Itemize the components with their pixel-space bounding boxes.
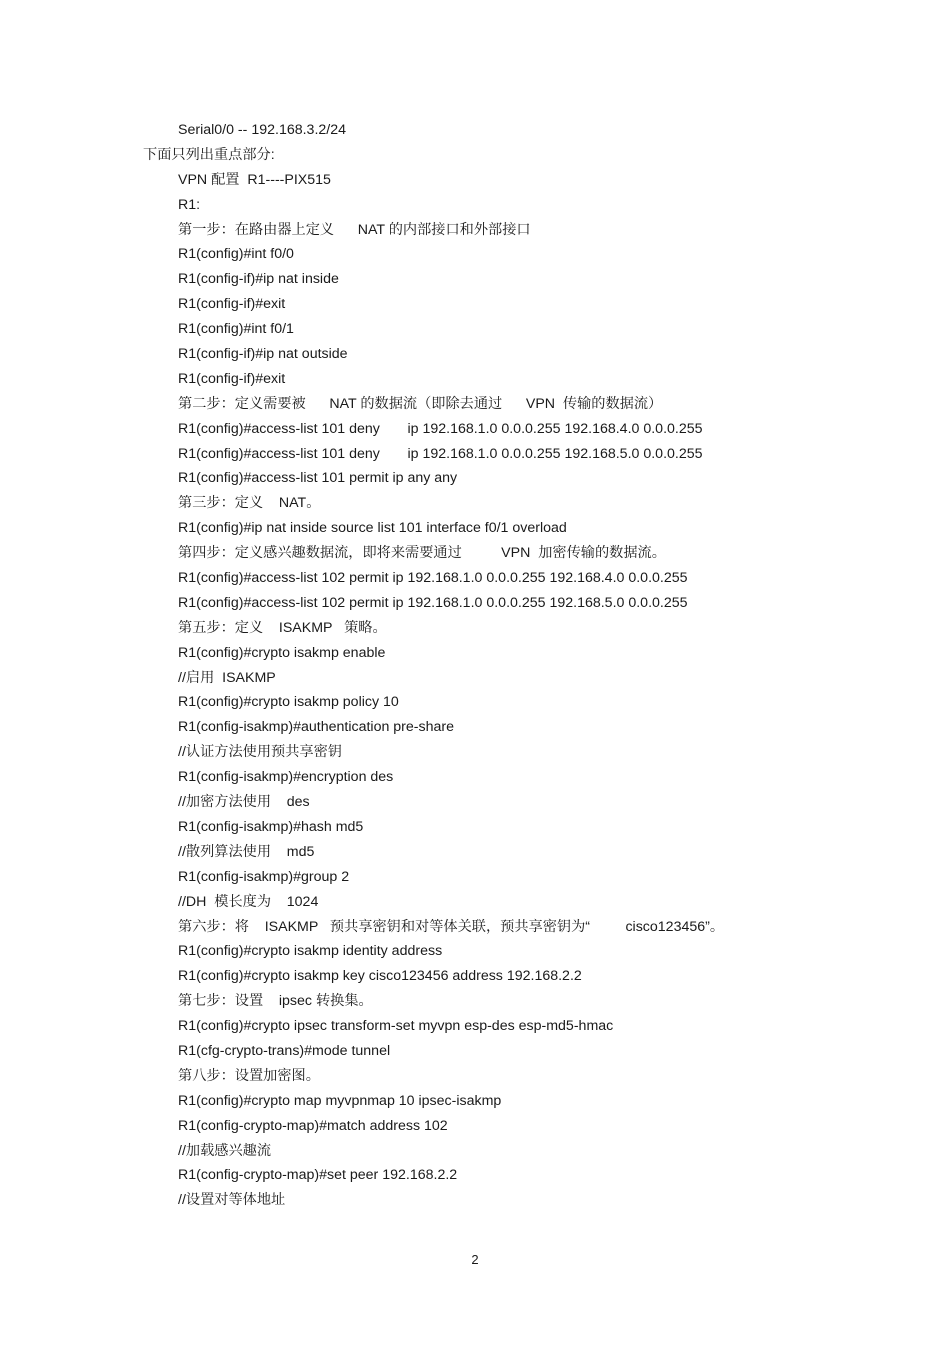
text-line: R1(config)#access-list 101 deny ip 192.168.1.0 0.0.0.255 192.168.5.0 0.0.0.255 — [178, 445, 703, 462]
text-line: R1(config)#crypto isakmp key cisco123456 address 192.168.2.2 — [178, 968, 582, 985]
text-line: VPN 配置 R1----PIX515 — [178, 171, 331, 188]
text-line: R1(config-if)#ip nat outside — [178, 346, 348, 363]
text-line: R1(config-if)#exit — [178, 370, 286, 387]
text-line: R1(config)#crypto isakmp policy 10 — [178, 694, 399, 711]
text-line: R1(config)#ip nat inside source list 101 interface f0/1 overload — [178, 520, 567, 537]
text-line: 第一步：在路由器上定义 NAT 的内部接口和外部接口 — [178, 221, 531, 238]
text-line: R1: — [178, 196, 201, 213]
text-line: 第二步：定义需要被 NAT 的数据流（即除去通过 VPN 传输的数据流） — [178, 395, 663, 412]
text-line: 第七步：设置 ipsec 转换集。 — [178, 993, 373, 1010]
text-line: R1(config-if)#ip nat inside — [178, 271, 339, 288]
text-line: R1(config)#crypto isakmp enable — [178, 644, 386, 661]
text-line: //加载感兴趣流 — [178, 1142, 272, 1159]
text-line: 第四步：定义感兴趣数据流，即将来需要通过 VPN 加密传输的数据流。 — [178, 545, 666, 562]
document-body — [0, 118, 950, 1213]
text-line: R1(config)#int f0/0 — [178, 246, 294, 263]
text-line: //设置对等体地址 — [178, 1192, 286, 1209]
text-line: R1(config)#access-list 101 permit ip any any — [178, 470, 458, 487]
text-line: Serial0/0 -- 192.168.3.2/24 — [178, 122, 346, 138]
text-line: R1(config-isakmp)#group 2 — [178, 868, 350, 885]
text-line: //认证方法使用预共享密钥 — [178, 744, 342, 761]
text-line: R1(config)#access-list 102 permit ip 192.168.1.0 0.0.0.255 192.168.4.0 0.0.0.255 — [178, 570, 688, 587]
text-line: R1(config)#int f0/1 — [178, 321, 294, 338]
text-line: R1(config-isakmp)#authentication pre-share — [178, 719, 455, 736]
text-line: R1(config-isakmp)#encryption des — [178, 769, 394, 786]
page-number: 2 — [471, 1252, 479, 1267]
text-line: R1(config)#access-list 101 deny ip 192.168.1.0 0.0.0.255 192.168.4.0 0.0.0.255 — [178, 420, 703, 437]
text-line: R1(config-crypto-map)#set peer 192.168.2.2 — [178, 1167, 458, 1184]
text-line: R1(config)#crypto isakmp identity address — [178, 943, 443, 960]
text-line: R1(config-isakmp)#hash md5 — [178, 818, 364, 835]
text-line: 下面只列出重点部分: — [143, 146, 275, 163]
text-line: //DH 模长度为 1024 — [178, 893, 319, 910]
text-line: R1(config)#crypto ipsec transform-set myvpn esp-des esp-md5-hmac — [178, 1018, 614, 1035]
text-line: R1(cfg-crypto-trans)#mode tunnel — [178, 1042, 391, 1059]
text-line: 第八步：设置加密图。 — [178, 1067, 320, 1084]
text-line: 第五步：定义 ISAKMP 策略。 — [178, 619, 387, 636]
text-line: //启用 ISAKMP — [178, 669, 276, 686]
text-line: R1(config)#crypto map myvpnmap 10 ipsec-isakmp — [178, 1092, 502, 1109]
text-line: R1(config-if)#exit — [178, 296, 286, 313]
text-line: //加密方法使用 des — [178, 794, 310, 811]
text-line: //散列算法使用 md5 — [178, 843, 315, 860]
text-line: 第六步：将 ISAKMP 预共享密钥和对等体关联，预共享密钥为“ cisco123456”。 — [178, 918, 725, 935]
text-line: R1(config-crypto-map)#match address 102 — [178, 1117, 448, 1134]
text-line: 第三步：定义 NAT。 — [178, 495, 321, 512]
text-line: R1(config)#access-list 102 permit ip 192.168.1.0 0.0.0.255 192.168.5.0 0.0.0.255 — [178, 594, 688, 611]
